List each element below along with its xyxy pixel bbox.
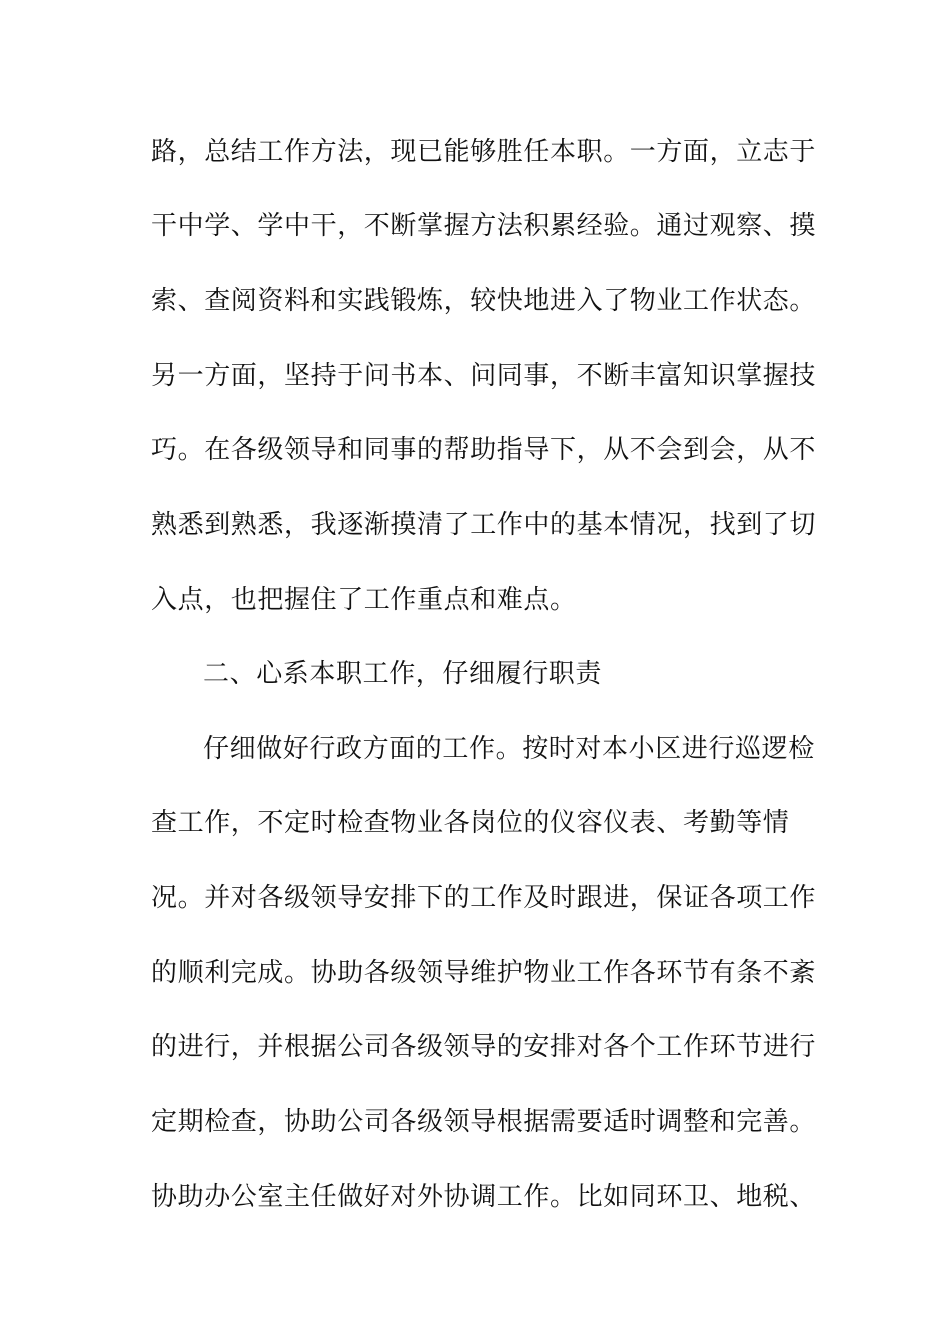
text-line: 熟悉到熟悉，我逐渐摸清了工作中的基本情况，找到了切 <box>151 510 817 540</box>
text-line: 干中学、学中干，不断掌握方法积累经验。通过观察、摸 <box>151 211 817 241</box>
text-line: 仔细做好行政方面的工作。按时对本小区进行巡逻检 <box>203 734 815 764</box>
text-line: 协助办公室主任做好对外协调工作。比如同环卫、地税、 <box>151 1182 817 1212</box>
text-line: 的进行，并根据公司各级领导的安排对各个工作环节进行 <box>151 1032 817 1062</box>
text-line: 的顺利完成。协助各级领导维护物业工作各环节有条不紊 <box>151 958 817 988</box>
text-line: 路，总结工作方法，现已能够胜任本职。一方面，立志于 <box>151 137 817 167</box>
text-line: 巧。在各级领导和同事的帮助指导下，从不会到会，从不 <box>151 435 817 465</box>
text-line: 查工作，不定时检查物业各岗位的仪容仪表、考勤等情 <box>151 808 790 838</box>
text-line: 另一方面，坚持于问书本、问同事，不断丰富知识掌握技 <box>151 361 817 391</box>
text-line: 定期检查，协助公司各级领导根据需要适时调整和完善。 <box>151 1107 817 1137</box>
text-line: 入点，也把握住了工作重点和难点。 <box>151 585 577 615</box>
section-heading: 二、心系本职工作，仔细履行职责 <box>203 659 603 689</box>
text-line: 索、查阅资料和实践锻炼，较快地进入了物业工作状态。 <box>151 286 817 316</box>
text-line: 况。并对各级领导安排下的工作及时跟进，保证各项工作 <box>151 883 817 913</box>
